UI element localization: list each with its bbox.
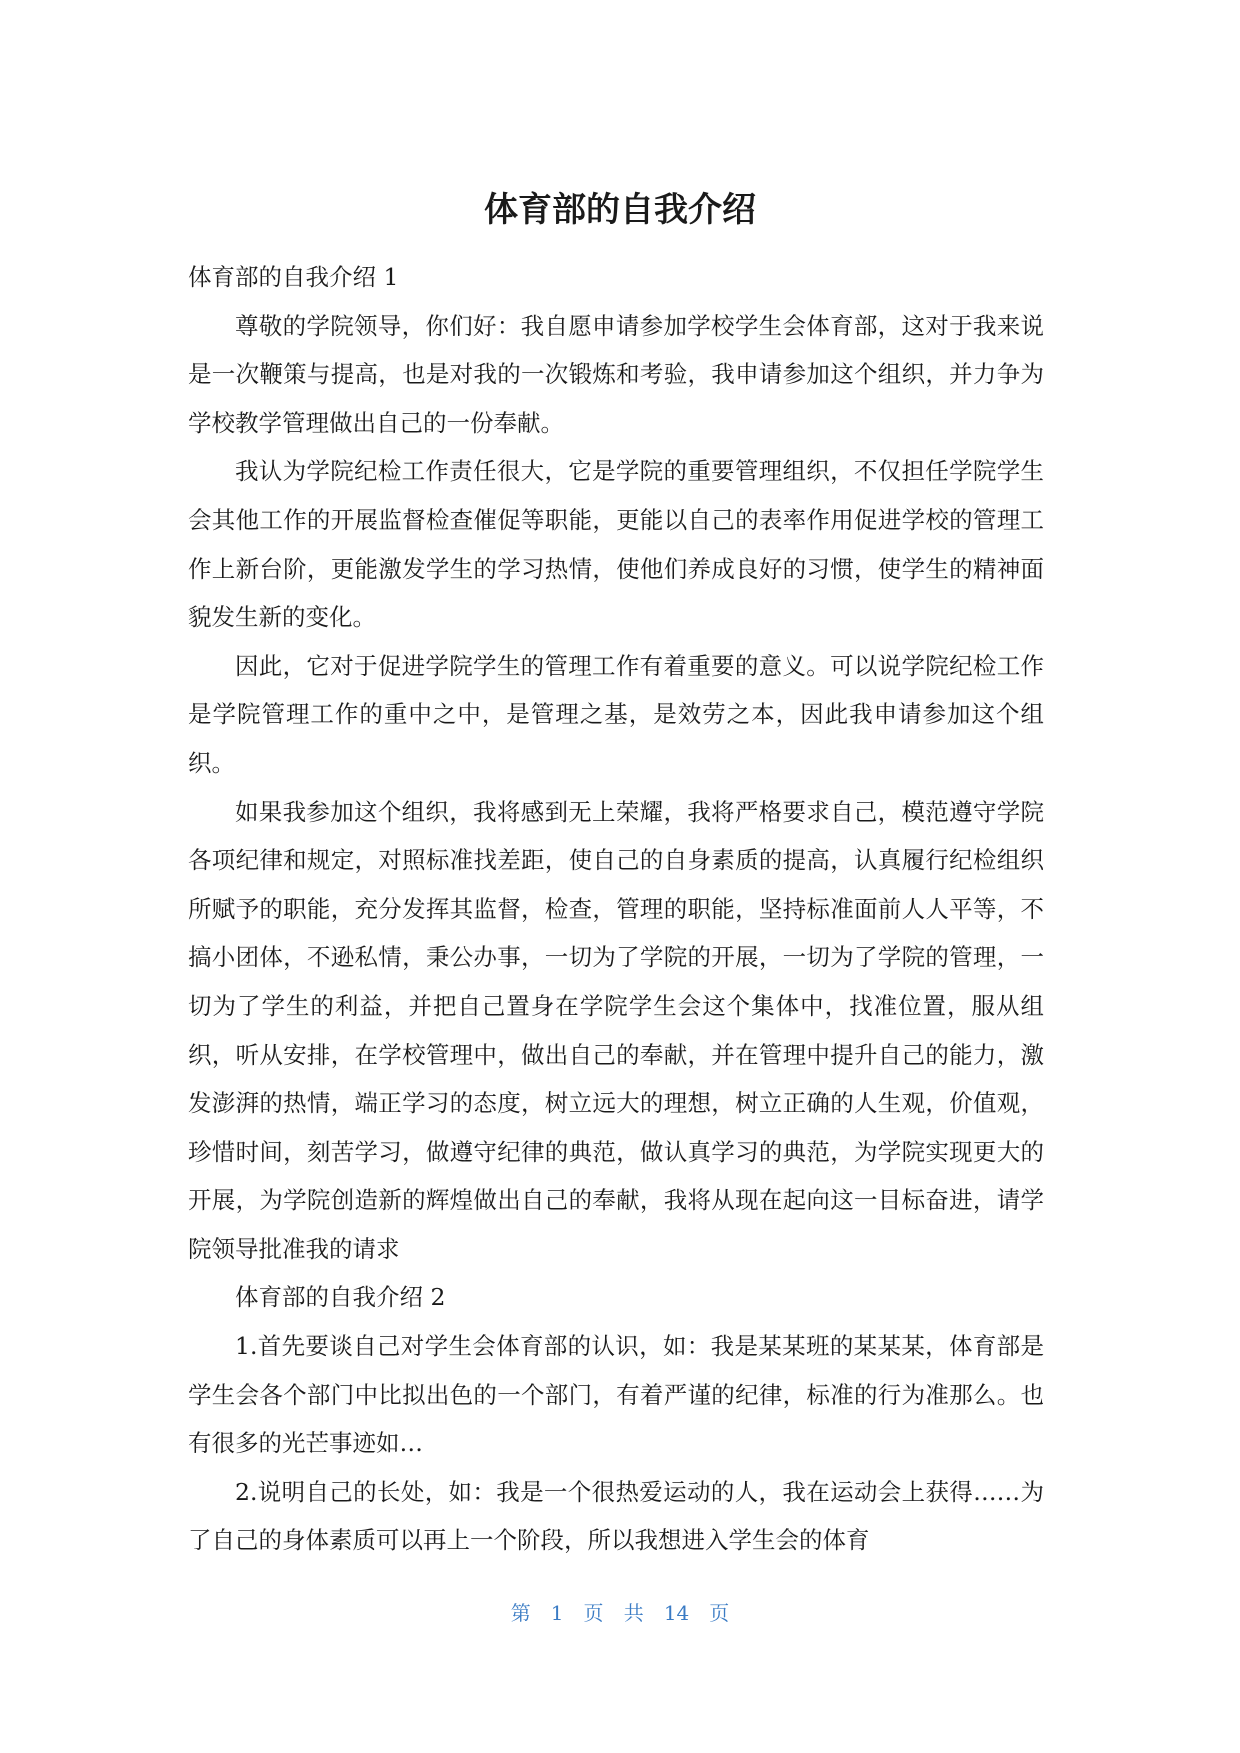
document-title: 体育部的自我介绍 (484, 190, 756, 230)
paragraph: 因此，它对于促进学院学生的管理工作有着重要的意义。可以说学院纪检工作是学院管理工作的重中之中，是管理之基，是效劳之本，因此我申请参加这个组织。 (188, 651, 1044, 777)
section-heading-2: 体育部的自我介绍 2 (235, 1283, 446, 1312)
page-footer (0, 1599, 1240, 1627)
footer-total-pages: 14 (663, 1601, 690, 1625)
paragraph: 尊敬的学院领导，你们好：我自愿申请参加学校学生会体育部，这对于我来说是一次鞭策与提高，也是对我的一次锻炼和考验，我申请参加这个组织，并力争为学校教学管理做出自己的一份奉献。 (188, 311, 1044, 437)
footer-middle: 页 共 (583, 1601, 644, 1625)
paragraph: 如果我参加这个组织，我将感到无上荣耀，我将严格要求自己，模范遵守学院各项纪律和规定，对照标准找差距，使自己的自身素质的提高，认真履行纪检组织所赋予的职能，充分发挥其监督，检查，管理的职能，坚持标准面前人人平等，不搞小团体，不逊私情，秉公办事，一切为了学院的开展，一切为了学院的管理，一切为了学生的利益，并把自己置身在学院学生会这个集体中，找准位置，服从组织，听从安排，在学校管理中，做出自己的奉献，并在管理中提升自己的能力，激发澎湃的热情，端正学习的态度，树立远大的理想，树立正确的人生观，价值观，珍惜时间，刻苦学习，做遵守纪律的典范，做认真学习的典范，为学院实现更大的开展，为学院创造新的辉煌做出自己的奉献，我将从现在起向这一目标奋进，请学院领导批准我的请求 (188, 797, 1044, 1263)
paragraph: 我认为学院纪检工作责任很大，它是学院的重要管理组织，不仅担任学院学生会其他工作的开展监督检查催促等职能，更能以自己的表率作用促进学校的管理工作上新台阶，更能激发学生的学习热情，使他们养成良好的习惯，使学生的精神面貌发生新的变化。 (188, 457, 1044, 632)
paragraph: 2.说明自己的长处，如：我是一个很热爱运动的人，我在运动会上获得……为了自己的身体素质可以再上一个阶段，所以我想进入学生会的体育 (188, 1477, 1044, 1555)
footer-suffix: 页 (709, 1601, 730, 1625)
paragraph: 1.首先要谈自己对学生会体育部的认识，如：我是某某班的某某某，体育部是学生会各个部门中比拟出色的一个部门，有着严谨的纪律，标准的行为准那么。也有很多的光芒事迹如… (188, 1332, 1044, 1458)
footer-current-page: 1 (550, 1601, 564, 1625)
section-heading-1: 体育部的自我介绍 1 (188, 263, 399, 291)
footer-prefix: 第 (510, 1601, 531, 1625)
document-body (188, 253, 1044, 1565)
